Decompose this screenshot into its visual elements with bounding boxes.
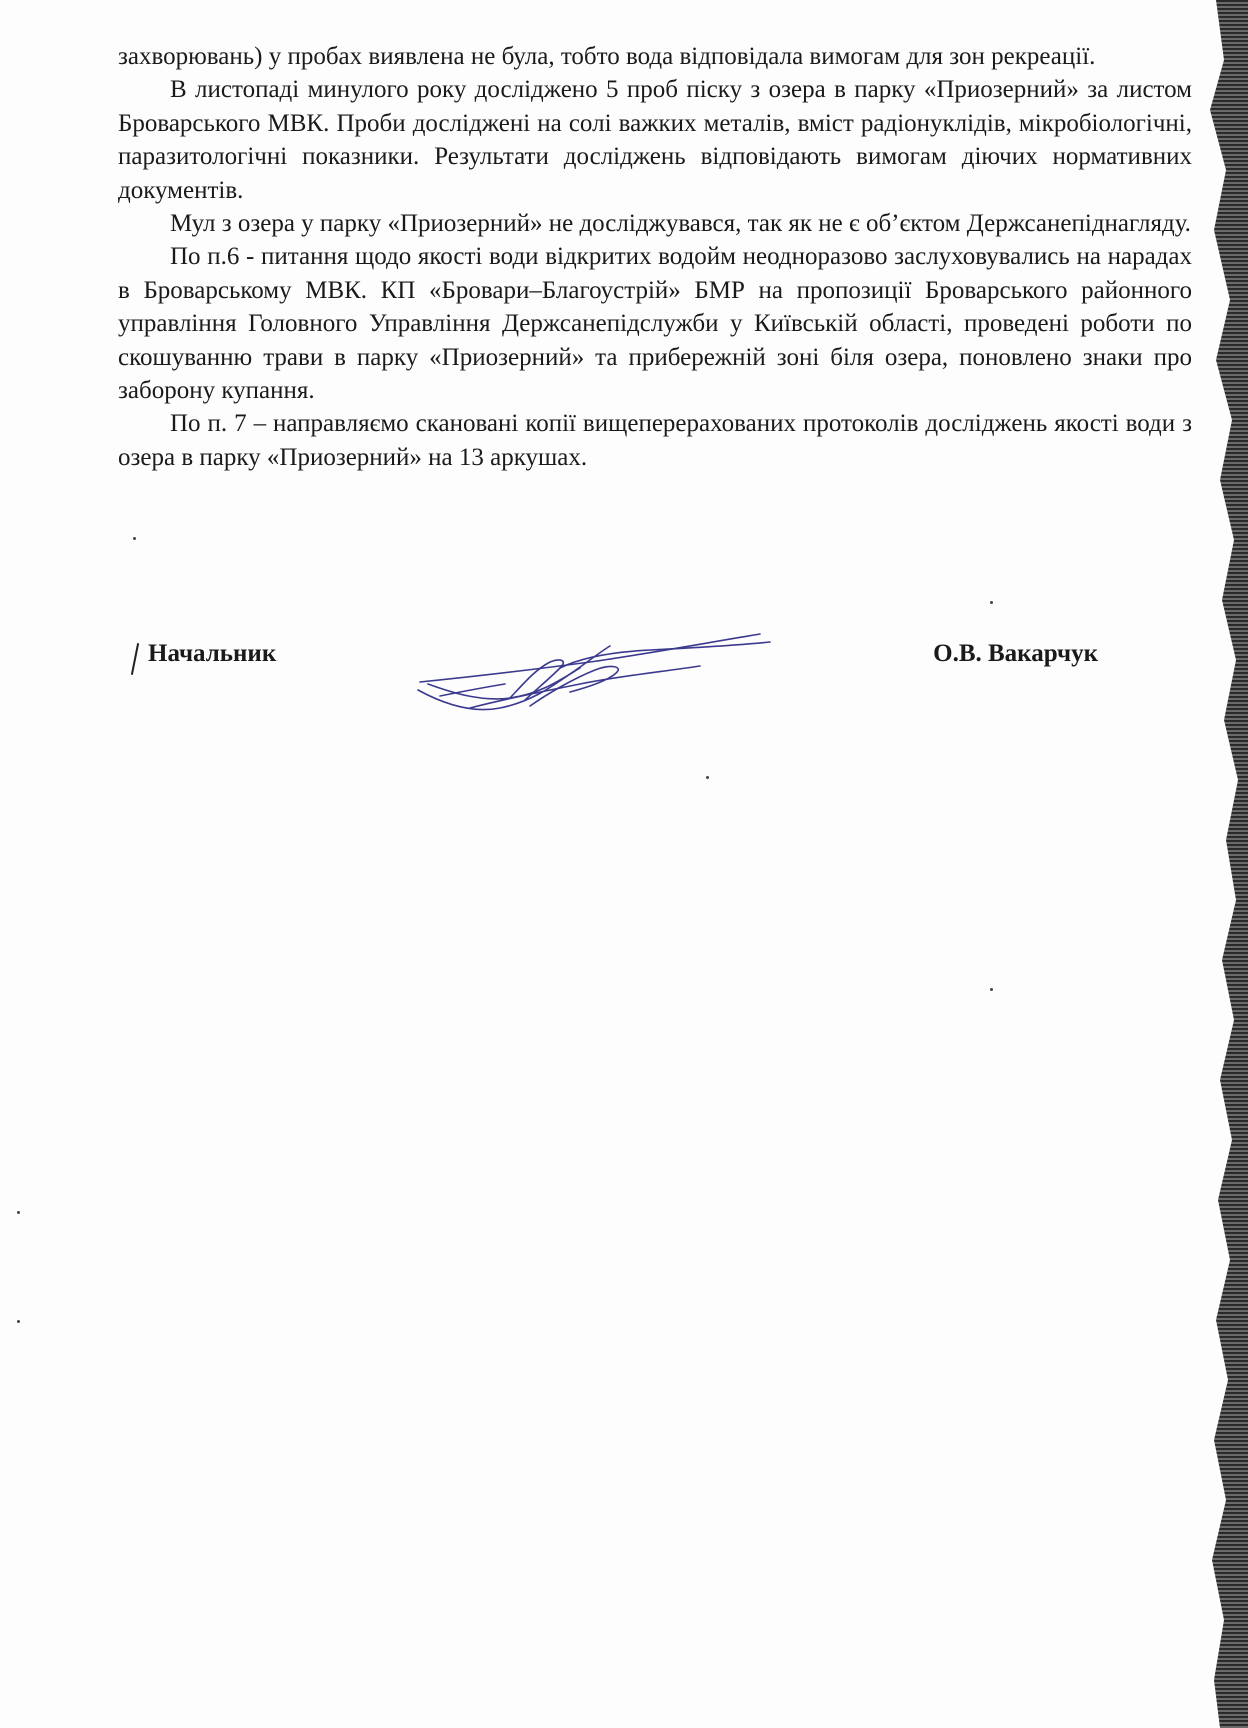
signer-title: Начальник <box>148 640 277 667</box>
paragraph-item-7: По п. 7 – направляємо скановані копії вищеперерахованих протоколів досліджень якості води з озера в парку «Приозерний» на 13 аркушах. <box>118 410 1192 471</box>
paragraph-continuation: захворювань) у пробах виявлена не була, тобто вода відповідала вимогам для зон рекреації. <box>118 43 1096 70</box>
paragraph-sand-samples: В листопаді минулого року досліджено 5 проб піску з озера в парку «Приозерний» за листом Броварського МВК. Проби досліджені на солі важких металів, вміст радіонуклідів, мікробіологічні, паразитологічні показники. Результати досліджень відповідають вимогам діючих нормативних документів. <box>118 76 1192 204</box>
scan-speck <box>133 537 136 540</box>
scan-speck <box>17 1320 20 1323</box>
scan-speck <box>990 601 993 604</box>
handwritten-signature <box>410 622 780 732</box>
paragraph-item-6: По п.6 - питання щодо якості води відкритих водойм неодноразово заслуховувались на нарадах в Броварському МВК. КП «Бровари–Благоустрій» БМР на пропозиції Броварського районного управління Головного Управління Держсанепідслужби у Київській області, проведені роботи по скошуванню трави в парку «Приозерний» та прибережній зоні біля озера, поновлено знаки про заборону купання. <box>118 243 1192 405</box>
signer-name: О.В. Вакарчук <box>933 640 1098 667</box>
scan-speck <box>706 776 709 779</box>
scan-speck <box>17 1211 20 1214</box>
scan-border-artifact <box>1186 0 1248 1728</box>
paragraph-silt: Мул з озера у парку «Приозерний» не досліджувався, так як не є об’єктом Держсанепіднагляду. <box>170 210 1191 238</box>
letter-body <box>118 40 1192 474</box>
scan-speck <box>990 988 993 991</box>
pen-tick-mark <box>128 642 142 676</box>
